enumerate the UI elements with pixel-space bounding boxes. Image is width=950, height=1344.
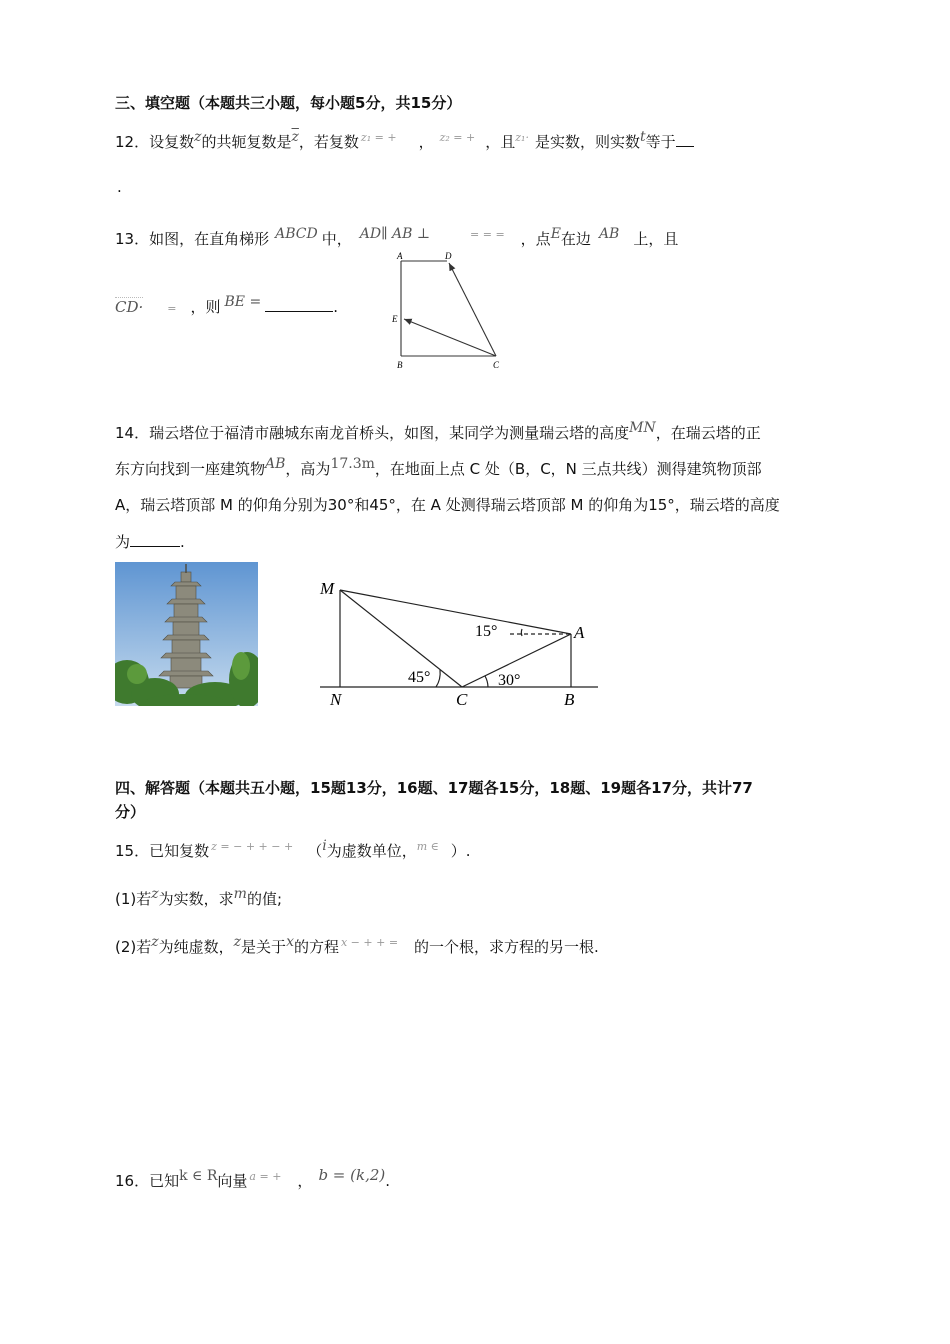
- math: = = =: [470, 228, 505, 241]
- text: 设复数: [149, 133, 195, 151]
- text: ，在瑞云塔的正: [655, 424, 761, 442]
- math: i: [322, 838, 327, 854]
- math: MN: [629, 420, 656, 436]
- question-15-part2: [115, 934, 599, 957]
- angle-arc-15: [521, 629, 522, 636]
- text: 已知: [149, 1172, 180, 1190]
- text: ，则: [190, 298, 221, 316]
- math: b = (k,2): [318, 1166, 386, 1184]
- math: z: [151, 934, 159, 950]
- text: ，: [418, 133, 434, 151]
- math: 17.3m: [330, 456, 375, 472]
- answer-blank: [676, 146, 694, 147]
- angle-arc-30: [485, 676, 488, 687]
- text: （: [307, 842, 323, 860]
- text: 在边: [560, 230, 591, 248]
- period: .: [117, 178, 122, 196]
- math: E: [550, 226, 561, 242]
- question-number: 14．: [115, 424, 150, 442]
- text: 的值;: [246, 890, 282, 908]
- math: z: [151, 886, 159, 902]
- math: AB: [265, 456, 286, 472]
- label-d: D: [445, 251, 452, 261]
- math: x: [286, 934, 294, 950]
- text: 的共轭复数是: [201, 133, 292, 151]
- text: 是实数，则实数: [534, 133, 640, 151]
- label-a: A: [397, 251, 403, 261]
- answer-blank: [265, 311, 333, 312]
- period: .: [385, 1172, 391, 1190]
- math: t: [639, 129, 646, 145]
- label-b: B: [564, 690, 575, 709]
- math: AB: [598, 226, 620, 242]
- question-14-line1: [115, 420, 761, 443]
- text: ，点: [520, 230, 551, 248]
- line-mc: [340, 590, 462, 687]
- text: ，若复数: [298, 133, 359, 151]
- math: z: [233, 934, 242, 950]
- text: ，且: [485, 133, 516, 151]
- label-b: B: [397, 360, 403, 370]
- text: ，: [297, 1172, 313, 1190]
- question-15: [115, 838, 471, 861]
- question-number: 13．: [115, 230, 150, 248]
- text: 为纯虚数，: [158, 938, 234, 956]
- math: z₁ = +: [360, 131, 397, 144]
- text: 瑞云塔位于福清市融城东南龙首桥头，如图，某同学为测量瑞云塔的高度: [149, 424, 630, 442]
- text: 等于: [645, 133, 676, 151]
- label-n: N: [330, 690, 342, 709]
- vector-ce: [404, 319, 496, 356]
- section-heading-cont: 分）: [115, 803, 146, 821]
- math: m: [233, 886, 247, 902]
- question-14-line3: A，瑞云塔顶部 M 的仰角分别为30°和45°，在 A 处测得瑞云塔顶部 M 的仰角为15°，瑞云塔的高度: [115, 496, 780, 514]
- math: z₁·: [515, 131, 529, 144]
- math: x − + + =: [340, 936, 399, 949]
- line-ma: [340, 590, 571, 634]
- text: 为: [115, 533, 131, 551]
- period: .: [180, 533, 185, 551]
- angle-15-label: 15°: [475, 623, 498, 640]
- pagoda-photo: [115, 562, 258, 706]
- text: 是关于: [241, 938, 287, 956]
- text: ）.: [450, 842, 471, 860]
- pagoda-illustration: [115, 562, 258, 706]
- text: 的一个根，求方程的另一根.: [414, 938, 599, 956]
- label-m: M: [320, 579, 335, 598]
- section-heading: 三、填空题（本题共三小题，每小题5分，共15分）: [115, 94, 462, 112]
- angle-arc-45: [436, 670, 440, 687]
- text: 东方向找到一座建筑物: [115, 460, 266, 478]
- label-e: E: [392, 314, 398, 324]
- math: z: [194, 129, 202, 145]
- question-number: 12．: [115, 133, 150, 151]
- question-16: [115, 1168, 390, 1191]
- text: 为虚数单位，: [326, 842, 417, 860]
- answer-blank: [130, 546, 180, 547]
- math: z = − + + − +: [211, 840, 294, 853]
- question-13: [115, 226, 678, 249]
- math: z: [291, 129, 299, 145]
- period: .: [333, 298, 338, 316]
- trapezoid-figure: [392, 250, 504, 374]
- section-heading: 四、解答题（本题共五小题，15题13分，16题、17题各15分，18题、19题各17分，共计77: [115, 779, 753, 797]
- text: 中，: [321, 230, 352, 248]
- question-number: 16．: [115, 1172, 150, 1190]
- text: 的方程: [293, 938, 339, 956]
- text: 为实数，求: [158, 890, 234, 908]
- vector-cd: [449, 263, 496, 356]
- question-14-line2: [115, 456, 762, 479]
- math: a = +: [249, 1170, 282, 1183]
- text: (1)若: [115, 890, 152, 908]
- math: ABCD: [275, 226, 318, 242]
- text: 上，且: [633, 230, 679, 248]
- math: AD∥ AB ⊥: [359, 226, 431, 242]
- math: m ∈: [416, 840, 439, 853]
- text: 已知复数: [149, 842, 210, 860]
- text: 如图，在直角梯形: [149, 230, 270, 248]
- question-13-line2: [115, 294, 338, 317]
- text: ，高为: [285, 460, 331, 478]
- text: ，在地面上点 C 处（B，C，N 三点共线）测得建筑物顶部: [374, 460, 762, 478]
- math: z₂ = +: [439, 131, 476, 144]
- question-15-part1: [115, 886, 282, 909]
- question-number: 15．: [115, 842, 150, 860]
- question-12: [115, 129, 694, 152]
- math: =: [167, 302, 177, 315]
- question-14-line4: [115, 531, 185, 552]
- label-c: C: [456, 690, 468, 709]
- label-a: A: [574, 623, 585, 642]
- tower-diagram: [312, 572, 604, 712]
- angle-30-label: 30°: [498, 672, 521, 689]
- math: CD·: [115, 298, 144, 316]
- math: k ∈ R: [179, 1168, 218, 1184]
- math: BE =: [224, 294, 262, 310]
- text: (2)若: [115, 938, 152, 956]
- angle-45-label: 45°: [408, 669, 431, 686]
- label-c: C: [493, 360, 500, 370]
- text: 向量: [217, 1172, 248, 1190]
